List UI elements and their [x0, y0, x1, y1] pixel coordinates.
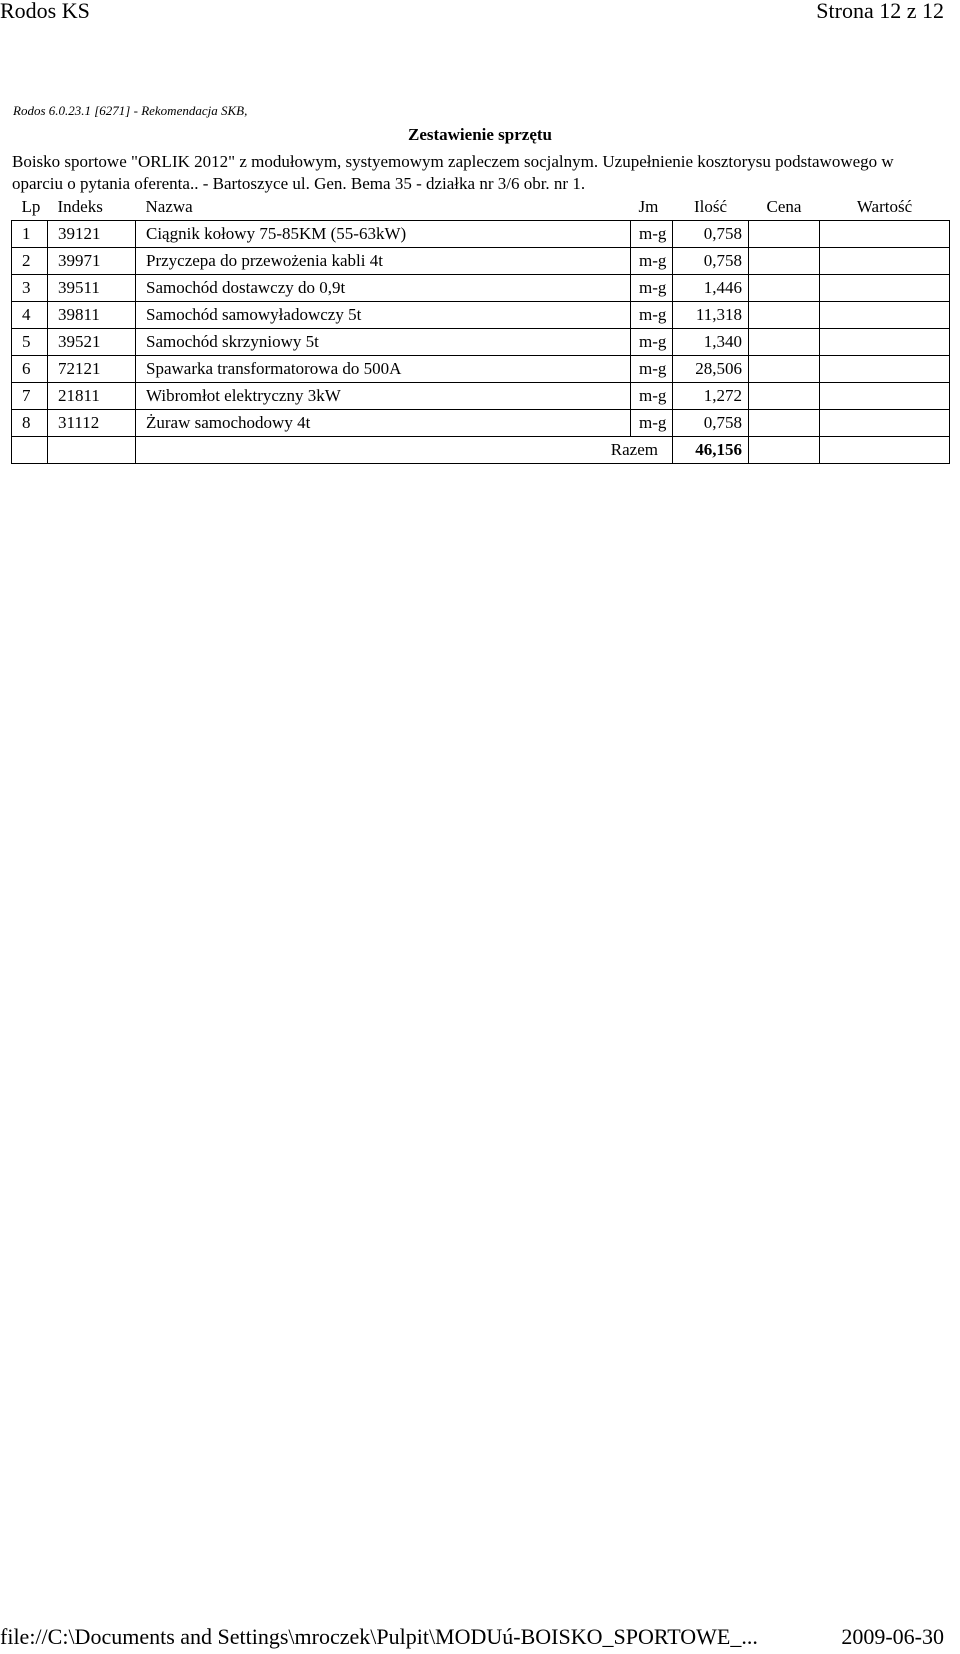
cell-lp: 3 — [12, 275, 48, 302]
column-header-lp: Lp — [21, 197, 41, 216]
column-header-name: Nazwa — [145, 197, 193, 216]
column-header-value: Wartość — [856, 197, 913, 216]
cell-name: Samochód samowyładowczy 5t — [136, 302, 631, 329]
page-footer — [0, 1624, 960, 1654]
cell-name: Samochód skrzyniowy 5t — [136, 329, 631, 356]
cell-price — [749, 329, 820, 356]
table-row — [12, 302, 950, 329]
cell-unit: m-g — [631, 221, 673, 248]
cell-quantity: 28,506 — [673, 356, 749, 383]
equipment-table — [11, 194, 950, 464]
cell-value — [820, 383, 950, 410]
cell-quantity: 0,758 — [673, 248, 749, 275]
cell-price — [749, 302, 820, 329]
column-header-unit: Jm — [638, 197, 659, 216]
cell-unit: m-g — [631, 329, 673, 356]
table-row — [12, 410, 950, 437]
cell-index: 39811 — [48, 302, 136, 329]
table-row — [12, 356, 950, 383]
cell-value — [820, 356, 950, 383]
cell-quantity: 0,758 — [673, 410, 749, 437]
total-empty-cell — [12, 437, 48, 464]
table-header-row — [12, 194, 950, 221]
cell-quantity: 1,446 — [673, 275, 749, 302]
cell-unit: m-g — [631, 383, 673, 410]
cell-price — [749, 248, 820, 275]
cell-value — [820, 275, 950, 302]
column-header-price: Cena — [766, 197, 802, 216]
cell-name: Żuraw samochodowy 4t — [136, 410, 631, 437]
cell-name: Przyczepa do przewożenia kabli 4t — [136, 248, 631, 275]
column-header-index: Indeks — [57, 197, 103, 216]
total-quantity: 46,156 — [673, 437, 749, 464]
table-row — [12, 275, 950, 302]
total-label: Razem — [136, 437, 673, 464]
cell-price — [749, 275, 820, 302]
table-row — [12, 221, 950, 248]
cell-lp: 4 — [12, 302, 48, 329]
cell-name: Spawarka transformatorowa do 500A — [136, 356, 631, 383]
cell-lp: 2 — [12, 248, 48, 275]
column-header-quantity: Ilość — [693, 197, 728, 216]
total-empty-cell — [820, 437, 950, 464]
cell-index: 39521 — [48, 329, 136, 356]
cell-index: 39121 — [48, 221, 136, 248]
cell-value — [820, 221, 950, 248]
cell-price — [749, 221, 820, 248]
total-empty-cell — [48, 437, 136, 464]
cell-unit: m-g — [631, 275, 673, 302]
total-empty-cell — [749, 437, 820, 464]
cell-index: 39971 — [48, 248, 136, 275]
cell-unit: m-g — [631, 410, 673, 437]
app-title: Rodos KS — [0, 0, 90, 23]
page-number: Strona 12 z 12 — [816, 0, 944, 23]
cell-price — [749, 383, 820, 410]
cell-value — [820, 248, 950, 275]
print-date: 2009-06-30 — [841, 1624, 944, 1649]
cell-index: 72121 — [48, 356, 136, 383]
table-row — [12, 383, 950, 410]
cell-value — [820, 329, 950, 356]
project-description: Boisko sportowe "ORLIK 2012" z modułowym, systyemowym zapleczem socjalnym. Uzupełnienie kosztorysu podstawowego w oparciu o pytania oferenta.. - Bartoszyce ul. Gen. Bema 35 - działka nr 3/6 obr. nr 1. — [12, 152, 894, 193]
cell-lp: 1 — [12, 221, 48, 248]
page-header — [0, 0, 960, 30]
program-version: Rodos 6.0.23.1 [6271] - Rekomendacja SKB, — [13, 103, 248, 118]
cell-unit: m-g — [631, 248, 673, 275]
cell-quantity: 11,318 — [673, 302, 749, 329]
cell-name: Wibromłot elektryczny 3kW — [136, 383, 631, 410]
cell-index: 31112 — [48, 410, 136, 437]
table-row — [12, 329, 950, 356]
cell-index: 39511 — [48, 275, 136, 302]
cell-quantity: 1,340 — [673, 329, 749, 356]
cell-unit: m-g — [631, 356, 673, 383]
cell-price — [749, 410, 820, 437]
cell-value — [820, 302, 950, 329]
cell-lp: 8 — [12, 410, 48, 437]
cell-quantity: 1,272 — [673, 383, 749, 410]
cell-lp: 5 — [12, 329, 48, 356]
report-title: Zestawienie sprzętu — [407, 125, 552, 144]
file-path: file://C:\Documents and Settings\mroczek\Pulpit\MODUú-BOISKO_SPORTOWE_... — [0, 1624, 758, 1649]
total-row — [12, 437, 950, 464]
cell-value — [820, 410, 950, 437]
cell-index: 21811 — [48, 383, 136, 410]
table-row — [12, 248, 950, 275]
cell-quantity: 0,758 — [673, 221, 749, 248]
cell-lp: 7 — [12, 383, 48, 410]
cell-price — [749, 356, 820, 383]
cell-unit: m-g — [631, 302, 673, 329]
cell-name: Ciągnik kołowy 75-85KM (55-63kW) — [136, 221, 631, 248]
cell-lp: 6 — [12, 356, 48, 383]
cell-name: Samochód dostawczy do 0,9t — [136, 275, 631, 302]
